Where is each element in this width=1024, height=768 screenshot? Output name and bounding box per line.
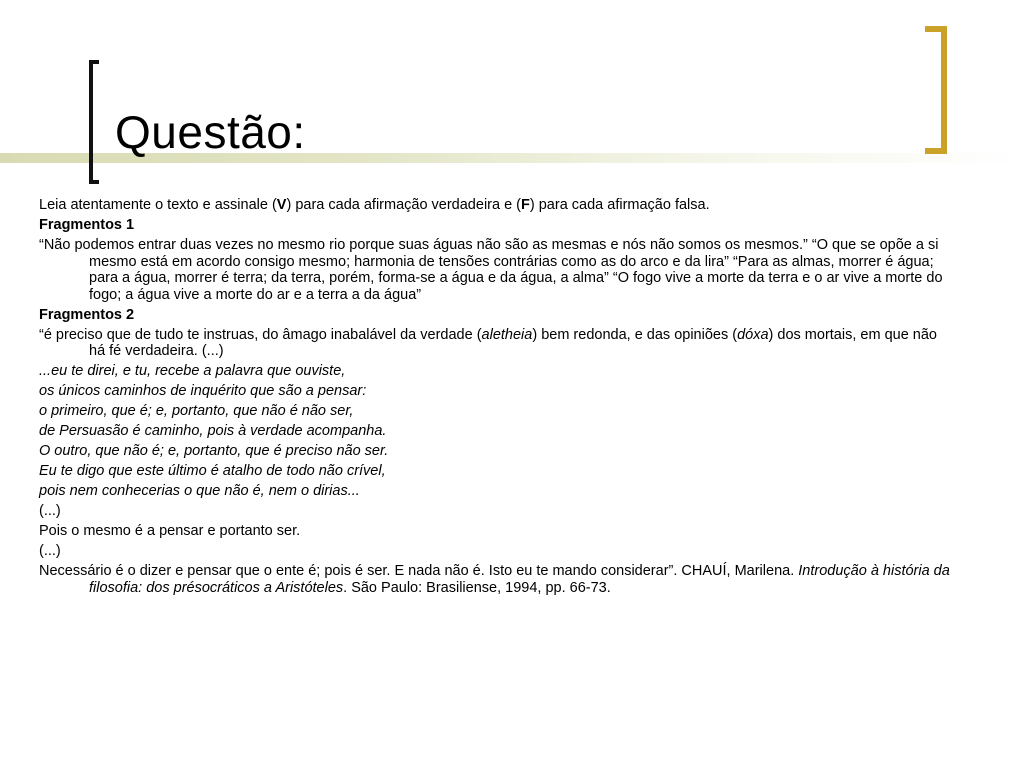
fragments-2-intro-part-1: “é preciso que de tudo te instruas, do âmago inabalável da verdade ( — [39, 326, 482, 343]
fragments-2-intro-part-3: ) dos mortais, em que não há fé verdadeira. (...) — [89, 326, 937, 359]
slide-body — [39, 197, 957, 600]
poem-line: O outro, que não é; e, portanto, que é preciso não ser. — [39, 443, 389, 459]
poem-line: de Persuasão é caminho, pois à verdade acompanha. — [39, 423, 387, 439]
poem-line: o primeiro, que é; e, portanto, que não é não ser, — [39, 403, 354, 419]
fragments-2-intro — [39, 327, 957, 360]
term-doxa: dóxa — [737, 326, 769, 343]
fragments-1-text: “Não podemos entrar duas vezes no mesmo rio porque suas águas não são as mesmas e nós não somos os mesmos.” “O que se opõe a si mesmo está em acordo consigo mesmo; harmonia de tensões contrárias como as do arco e da lira” “Para as almas, morrer é água; para a água, morrer é terra; da terra, porém, forma-se a água e da água, a alma” “O fogo vive a morte da terra e o ar vive a morte do fogo; a água vive a morte do ar e a terra a da água” — [39, 237, 943, 303]
true-marker: V — [276, 197, 287, 213]
publication-info: . São Paulo: Brasiliense, 1994, pp. 66-73. — [343, 579, 611, 596]
instructions-text-1: Leia atentamente o texto e assinale ( — [39, 197, 277, 213]
poem-line: Eu te digo que este último é atalho de todo não crível, — [39, 463, 386, 479]
slide-title: Questão: — [115, 106, 306, 158]
pois-line: Pois o mesmo é a pensar e portanto ser. — [39, 523, 301, 539]
fragments-1-heading: Fragmentos 1 — [39, 217, 135, 233]
closing-citation — [39, 563, 957, 596]
ellipsis-marker: (...) — [39, 543, 61, 559]
poem-line: os únicos caminhos de inquérito que são a pensar: — [39, 383, 367, 399]
book-title: Introdução à história da filosofia: dos présocráticos a Aristóteles — [89, 563, 950, 596]
right-bracket-decoration — [925, 26, 947, 154]
instructions-text-3: ) para cada afirmação falsa. — [529, 197, 710, 213]
instructions — [39, 197, 957, 214]
poem-line: ...eu te direi, e tu, recebe a palavra que ouviste, — [39, 363, 346, 379]
false-marker: F — [521, 197, 530, 213]
fragments-2-heading: Fragmentos 2 — [39, 306, 135, 323]
term-aletheia: aletheia — [481, 326, 533, 343]
fragments-2-intro-part-2: ) bem redonda, e das opiniões ( — [532, 326, 738, 343]
ellipsis-marker: (...) — [39, 503, 61, 519]
poem-line: pois nem conhecerias o que não é, nem o dirias... — [39, 483, 360, 499]
instructions-text-2: ) para cada afirmação verdadeira e ( — [286, 197, 522, 213]
left-bracket-decoration — [89, 60, 99, 184]
closing-text: Necessário é o dizer e pensar que o ente é; pois é ser. E nada não é. Isto eu te mando considerar”. CHAUÍ, Marilena. — [39, 563, 799, 579]
